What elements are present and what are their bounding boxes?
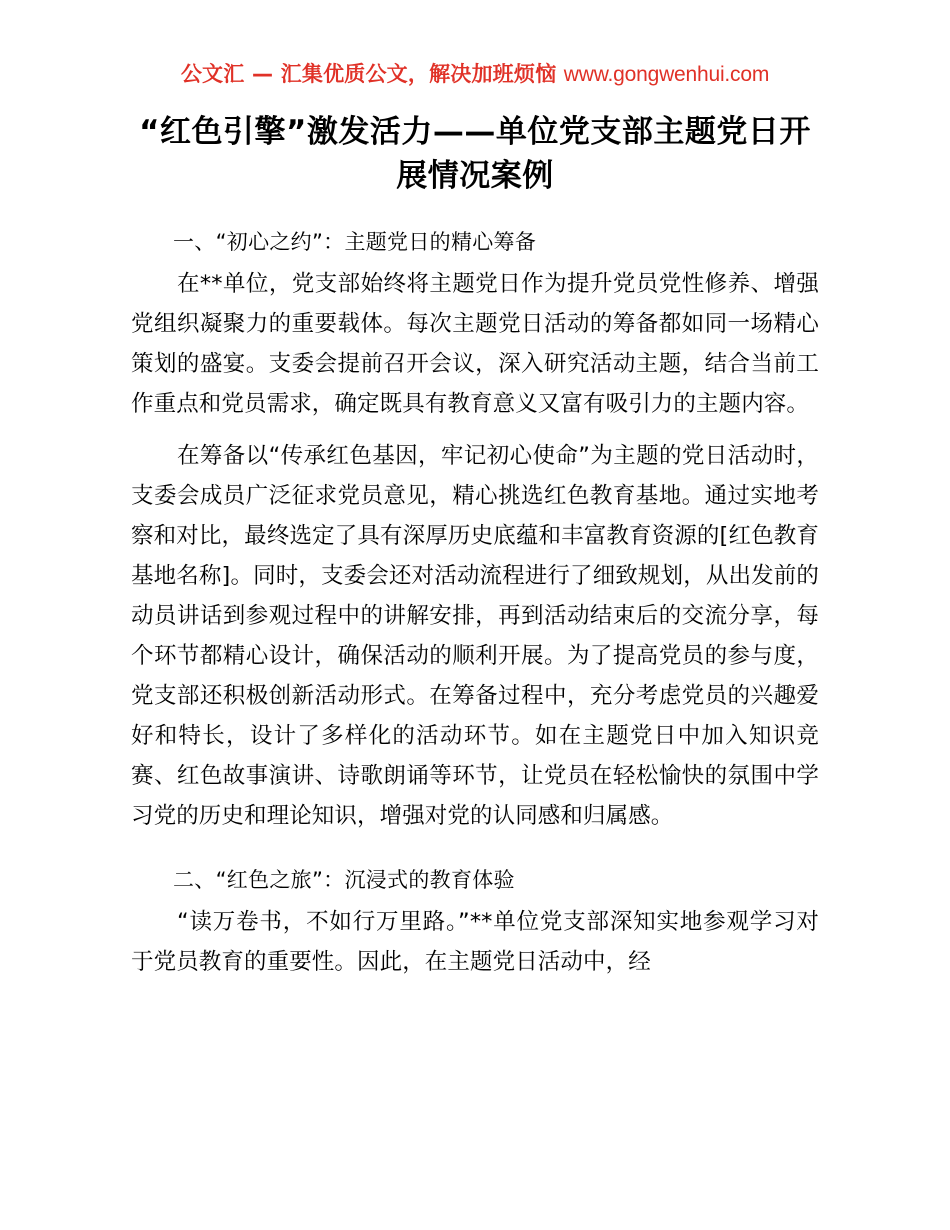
section-1-paragraph-1: 在**单位，党支部始终将主题党日作为提升党员党性修养、增强党组织凝聚力的重要载体。每次主题党日活动的筹备都如同一场精心策划的盛宴。支委会提前召开会议，深入研究活动主题，结合当前工作重点和党员需求，确定既具有教育意义又富有吸引力的主题内容。 [131, 271, 819, 417]
paragraph-spacer-1 [131, 426, 819, 436]
watermark-header [0, 58, 950, 88]
section-2-paragraph-1: “读万卷书，不如行万里路。”**单位党支部深知实地参观学习对于党员教育的重要性。因此，在主题党日活动中，经 [131, 909, 819, 975]
page-title: “红色引擎”激发活力——单位党支部主题党日开展情况案例 [139, 114, 811, 194]
watermark-brand-text: 公文汇 — 汇集优质公文，解决加班烦恼 [180, 62, 564, 86]
section-heading-1: 一、“初心之约”：主题党日的精心筹备 [173, 230, 537, 254]
document-body [131, 110, 819, 982]
section-spacer [131, 838, 819, 852]
title-spacer [131, 204, 819, 214]
section-heading-2: 二、“红色之旅”：沉浸式的教育体验 [173, 868, 515, 892]
section-1-paragraph-2: 在筹备以“传承红色基因，牢记初心使命”为主题的党日活动时，支委会成员广泛征求党员意见，精心挑选红色教育基地。通过实地考察和对比，最终选定了具有深厚历史底蕴和丰富教育资源的[红色教育基地名称]。同时，支委会还对活动流程进行了细致规划，从出发前的动员讲话到参观过程中的讲解安排，再到活动结束后的交流分享，每个环节都精心设计，确保活动的顺利开展。为了提高党员的参与度，党支部还积极创新活动形式。在筹备过程中，充分考虑党员的兴趣爱好和特长，设计了多样化的活动环节。如在主题党日中加入知识竞赛、红色故事演讲、诗歌朗诵等环节，让党员在轻松愉快的氛围中学习党的历史和理论知识，增强对党的认同感和归属感。 [131, 443, 819, 829]
watermark-url: www.gongwenhui.com [563, 63, 770, 86]
